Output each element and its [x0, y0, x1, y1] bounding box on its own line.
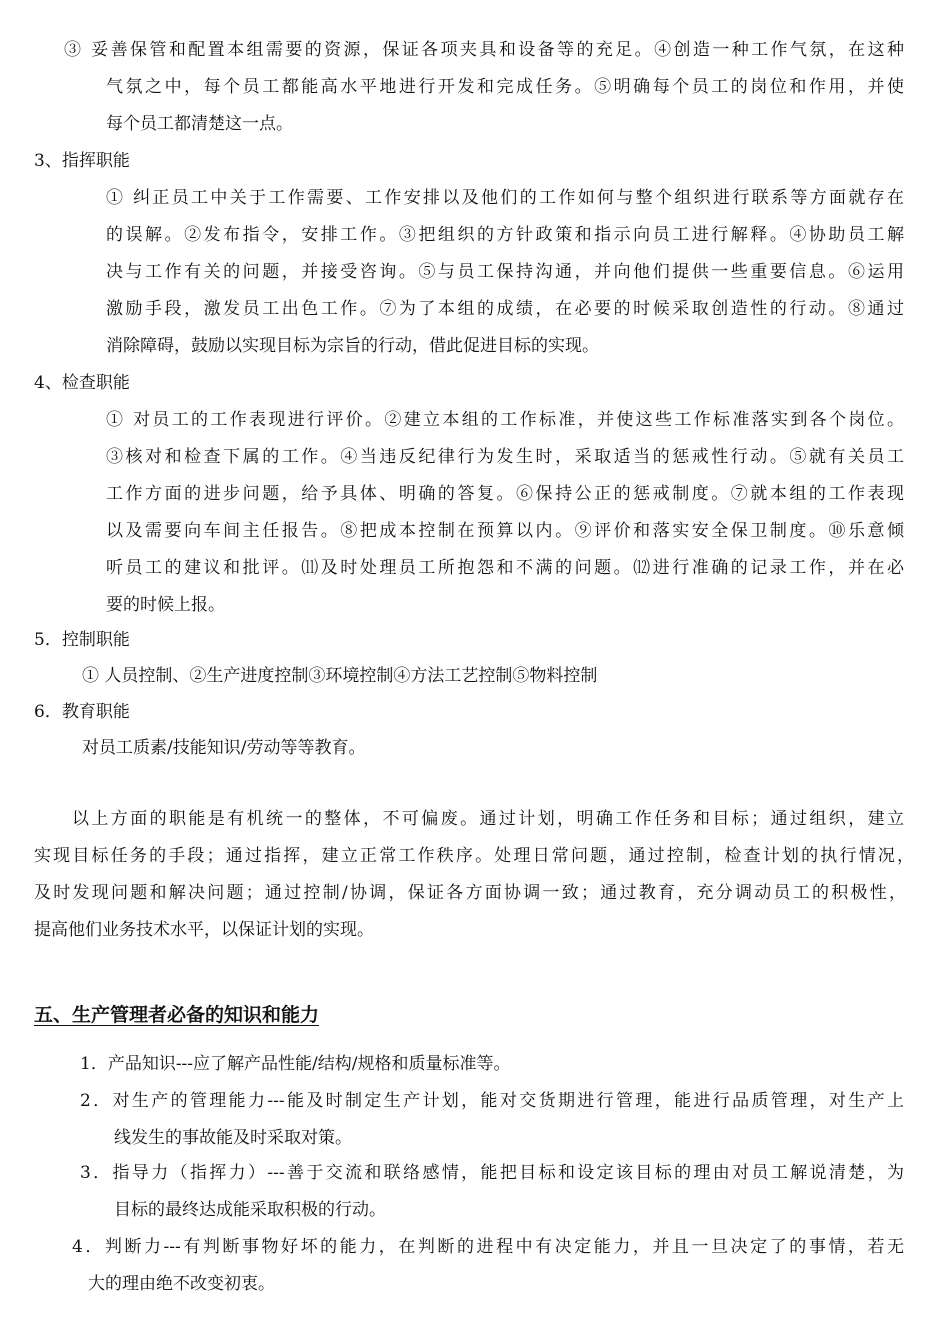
list-item-continuation: 线发生的事故能及时采取对策。 [114, 1128, 352, 1148]
paragraph-line: 对员工质素/技能知识/劳动等等教育。 [82, 738, 366, 758]
paragraph-line: 决与工作有关的问题，并接受咨询。⑤与员工保持沟通，并向他们提供一些重要信息。⑥运用 [106, 262, 904, 282]
paragraph-line: ③核对和检查下属的工作。④当违反纪律行为发生时，采取适当的惩戒性行动。⑤就有关员工 [106, 447, 904, 467]
paragraph-line: ① 人员控制、②生产进度控制③环境控制④方法工艺控制⑤物料控制 [82, 666, 598, 686]
paragraph-line: 气氛之中，每个员工都能高水平地进行开发和完成任务。⑤明确每个员工的岗位和作用，并使 [106, 77, 904, 97]
chapter-title: 五、生产管理者必备的知识和能力 [34, 1004, 320, 1026]
section-heading-inspection: 4、检查职能 [34, 373, 130, 393]
paragraph-line: 要的时候上报。 [106, 595, 225, 615]
list-item-continuation: 大的理由绝不改变初衷。 [88, 1274, 275, 1294]
section-heading-command: 3、指挥职能 [34, 151, 130, 171]
summary-line: 提高他们业务技术水平，以保证计划的实现。 [34, 920, 374, 940]
section-heading-control: 5．控制职能 [34, 630, 130, 650]
paragraph-line: 工作方面的进步问题，给予具体、明确的答复。⑥保持公正的惩戒制度。⑦就本组的工作表现 [106, 484, 904, 504]
list-item: 3．指导力（指挥力）---善于交流和联络感情，能把目标和设定该目标的理由对员工解说清楚，为 [80, 1163, 904, 1183]
list-item: 4．判断力---有判断事物好坏的能力，在判断的进程中有决定能力，并且一旦决定了的事情，若无 [72, 1237, 904, 1257]
paragraph-line: ① 对员工的工作表现进行评价。②建立本组的工作标准，并使这些工作标准落实到各个岗位。 [106, 410, 904, 430]
paragraph-line: 每个员工都清楚这一点。 [106, 114, 293, 134]
list-item: 2．对生产的管理能力---能及时制定生产计划，能对交货期进行管理，能进行品质管理，对生产上 [80, 1091, 904, 1111]
list-item: 1．产品知识---应了解产品性能/结构/规格和质量标准等。 [80, 1054, 511, 1074]
paragraph-line: 的误解。②发布指令，安排工作。③把组织的方针政策和指示向员工进行解释。④协助员工解 [106, 225, 904, 245]
section-heading-education: 6．教育职能 [34, 702, 130, 722]
paragraph-line: 听员工的建议和批评。⑾及时处理员工所抱怨和不满的问题。⑿进行准确的记录工作，并在必 [106, 558, 904, 578]
paragraph-line: 以及需要向车间主任报告。⑧把成本控制在预算以内。⑨评价和落实安全保卫制度。⑩乐意倾 [106, 521, 904, 541]
paragraph-line: ③ 妥善保管和配置本组需要的资源，保证各项夹具和设备等的充足。④创造一种工作气氛，在这种 [64, 40, 904, 60]
summary-line: 以上方面的职能是有机统一的整体，不可偏废。通过计划，明确工作任务和目标；通过组织，建立 [72, 809, 904, 829]
paragraph-line: 激励手段，激发员工出色工作。⑦为了本组的成绩，在必要的时候采取创造性的行动。⑧通过 [106, 299, 904, 319]
summary-line: 及时发现问题和解决问题；通过控制/协调，保证各方面协调一致；通过教育，充分调动员工的积极性， [34, 883, 906, 903]
paragraph-line: 消除障碍，鼓励以实现目标为宗旨的行动，借此促进目标的实现。 [106, 336, 599, 356]
summary-line: 实现目标任务的手段；通过指挥，建立正常工作秩序。处理日常问题，通过控制，检查计划的执行情况， [34, 846, 914, 866]
list-item-continuation: 目标的最终达成能采取积极的行动。 [114, 1200, 386, 1220]
paragraph-line: ① 纠正员工中关于工作需要、工作安排以及他们的工作如何与整个组织进行联系等方面就存在 [106, 188, 904, 208]
